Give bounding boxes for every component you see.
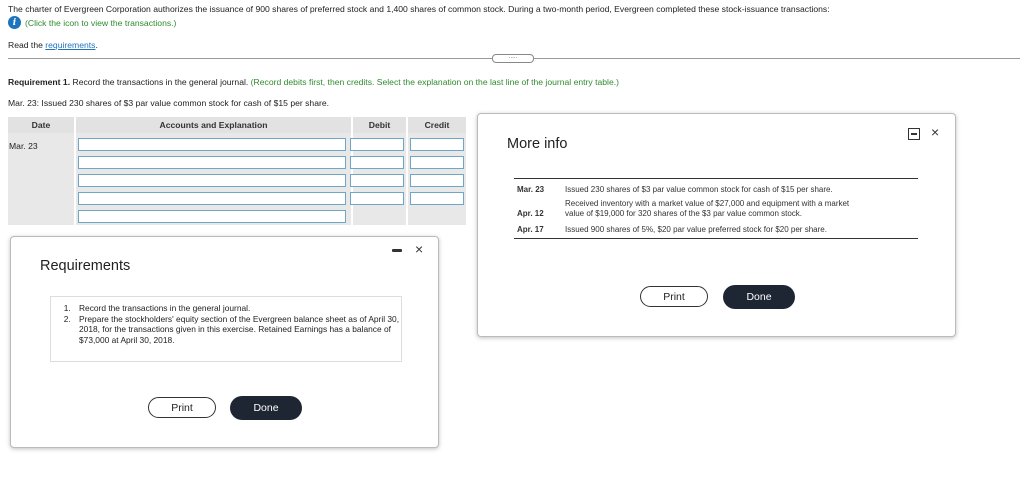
table-row: Received inventory with a market value of $27,000 and equipment with a market [565,198,850,208]
credit-input-3[interactable] [410,174,464,187]
explanation-input[interactable] [78,210,346,223]
debit-input-1[interactable] [350,138,404,151]
credit-input-4[interactable] [410,192,464,205]
table-row: Mar. 23 Issued 230 shares of $3 par value common stock for cash of $15 per share. [517,185,833,194]
account-input-4[interactable] [78,192,346,205]
print-button[interactable]: Print [148,397,216,418]
dialog-title: Requirements [40,258,131,274]
table-row: Apr. 12 value of $19,000 for 320 shares of the $3 par value common stock. [517,209,803,218]
read-requirements-line: Read the requirements. [8,40,98,50]
dialog-title: More info [507,136,568,152]
transaction-description: Mar. 23: Issued 230 shares of $3 par value common stock for cash of $15 per share. [8,98,330,108]
header-accounts: Accounts and Explanation [76,117,351,133]
requirement-item: 1. Record the transactions in the general journal. [73,303,401,314]
account-input-2[interactable] [78,156,346,169]
view-transactions-text[interactable]: (Click the icon to view the transactions.) [25,17,177,28]
journal-date: Mar. 23 [9,141,38,151]
problem-statement: The charter of Evergreen Corporation authorizes the issuance of 900 shares of preferred stock and 1,400 shares of common stock. During a two-month period, Evergreen completed these stock-issuance transactions: [8,4,830,14]
more-info-dialog [477,113,956,337]
debit-input-2[interactable] [350,156,404,169]
debit-input-4[interactable] [350,192,404,205]
close-icon[interactable]: × [931,124,940,140]
minimize-icon[interactable] [392,249,402,252]
transactions-table [514,178,918,239]
info-icon[interactable]: i [8,16,21,29]
requirements-list [50,296,402,362]
header-credit: Credit [408,117,466,133]
account-input-3[interactable] [78,174,346,187]
requirements-dialog [10,236,439,448]
debit-input-3[interactable] [350,174,404,187]
requirement-1-instruction: Requirement 1. Record the transactions in the general journal. (Record debits first, then credits. Select the explanation on the last line of the journal entry table.) [8,77,619,87]
requirement-item: 2. Prepare the stockholders' equity section of the Evergreen balance sheet as of April 30, 2018, for the transactions given in this exercise. Retained Earnings has a balance of $73,000 at April 30, 2018. [73,314,401,346]
expand-icon[interactable] [908,128,920,140]
credit-input-2[interactable] [410,156,464,169]
journal-table [8,117,466,225]
done-button[interactable]: Done [723,285,795,309]
print-button[interactable]: Print [640,286,708,307]
requirements-link[interactable]: requirements [45,40,96,50]
table-row: Apr. 17 Issued 900 shares of 5%, $20 par value preferred stock for $20 per share. [517,224,827,234]
header-debit: Debit [353,117,406,133]
account-input-1[interactable] [78,138,346,151]
close-icon[interactable]: × [415,241,424,257]
header-date: Date [8,117,74,133]
view-transactions-link[interactable] [8,16,176,29]
credit-input-1[interactable] [410,138,464,151]
done-button[interactable]: Done [230,396,302,420]
divider-handle[interactable]: ..... [492,54,534,63]
